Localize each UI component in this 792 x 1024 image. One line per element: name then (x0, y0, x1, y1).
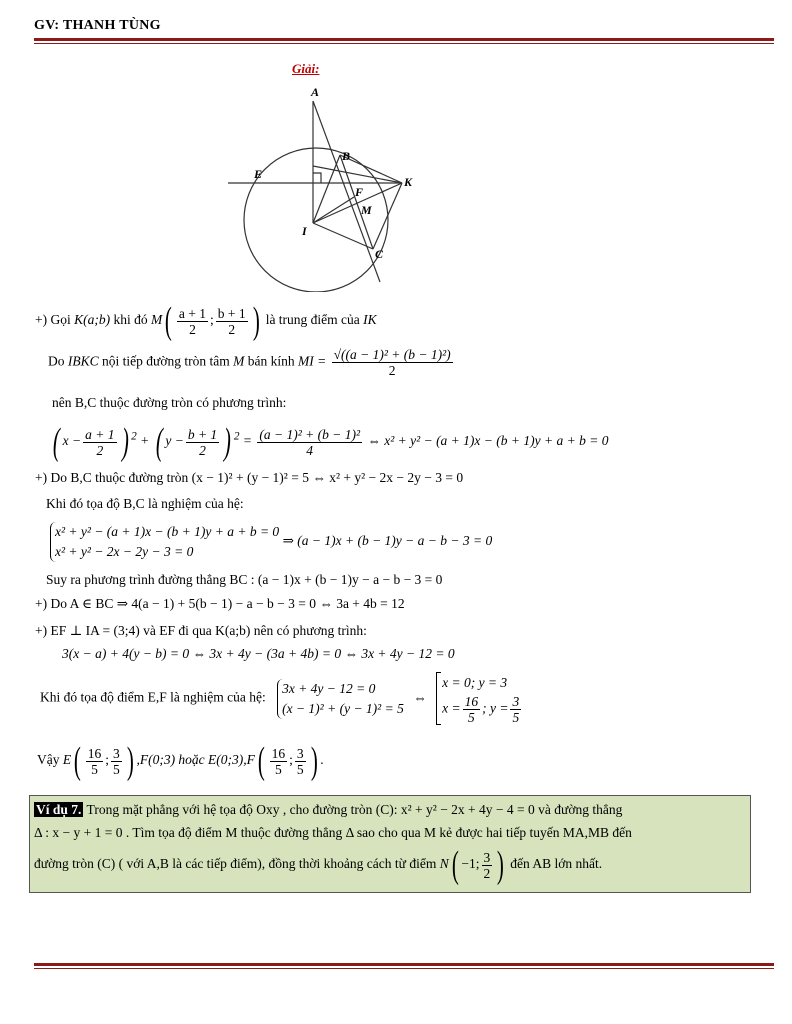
math: IBKC (67, 353, 99, 369)
fraction: $\frac{\text{(a − 1)² + (b − 1)²}}{4}$ (259, 426, 361, 458)
line-BC-equation: Suy ra phương trình đường thẳng BC : (a − 1)x + (b − 1)y − a − b − 3 = 0 (46, 572, 443, 587)
text: Trong mặt phẳng với hệ tọa độ Oxy , cho đường tròn (C): x² + y² − 2x + 4y − 4 = 0 và đường thẳng (86, 802, 623, 817)
footer-rule-thin (34, 968, 774, 969)
footer-rule (34, 963, 774, 966)
line-conclusion: Vậy E( $\frac{16}{5}$ ; $\frac{3}{5}$ ) ,F(0;3) hoặc E(0;3),F( $\frac{16}{5}$ ; $\frac{3}{5}$ ) . (37, 740, 324, 782)
line-AC (313, 101, 380, 282)
text: Khi đó tọa độ điểm E,F là nghiệm của hệ: (40, 689, 266, 705)
header-rule (34, 38, 774, 41)
line-radius (48, 347, 455, 378)
line-A-in-BC: +) Do A ∈ BC ⇒ 4(a − 1) + 5(b − 1) − a − b − 3 = 0 ⇔ 3a + 4b = 12 (35, 596, 405, 611)
line-EF-system: Khi đó tọa độ điểm E,F là nghiệm của hệ: 3x + 4y − 12 = 0 (x − 1)² + (y − 1)² = 5 ⇔ x = 0; y = 3 x = $\frac{16}{5}$ ; y = $\frac{3}{5}$ (40, 672, 523, 725)
text: nội tiếp đường tròn tâm (102, 353, 230, 369)
fraction: $\frac{b + 1}{2}$ (187, 426, 218, 458)
label-K: K (404, 175, 413, 189)
circle (244, 148, 388, 292)
label-B: B (342, 149, 351, 163)
label-M: M (361, 203, 372, 217)
system-brace: 3x + 4y − 12 = 0 (x − 1)² + (y − 1)² = 5 (277, 679, 404, 719)
line-IF (313, 197, 354, 223)
example-line-1 (34, 802, 622, 818)
header-rule-thin (34, 43, 774, 44)
example-line-3: đường tròn (C) ( với A,B là các tiếp điểm), đồng thời khoảng cách từ điểm N( −1; $\frac{3}{2}$ ) đến AB lớn nhất. (34, 844, 603, 886)
line-IC (313, 223, 373, 249)
line-BK-ext (313, 166, 402, 183)
label-C: C (375, 247, 384, 261)
text: là trung điểm của (265, 312, 360, 328)
line-CK (373, 183, 402, 249)
line-system-intro: Khi đó tọa độ B,C là nghiệm của hệ: (46, 496, 244, 511)
math: K(a;b) (74, 312, 111, 328)
text: đến AB lớn nhất. (510, 856, 603, 872)
fraction: $\frac{b + 1}{2}$ (217, 305, 246, 337)
line-circle-equation: ( x − $\frac{a + 1}{2}$ ) $^2$ + ( y − $\frac{b + 1}{2}$ ) $^2$ = $\frac{\text{(a − 1)² + (b − 1)²}}{4}$ ⇔ x² + y² − (a + 1)x − (b + 1)y + a + b = 0 (52, 421, 609, 463)
text: Vậy (37, 752, 60, 768)
line-BC-circle: +) Do B,C thuộc đường tròn (x − 1)² + (y − 1)² = 5 ⇔ x² + y² − 2x − 2y − 3 = 0 (35, 470, 464, 485)
header-author: GV: THANH TÙNG (34, 18, 161, 33)
fraction: $\frac{a + 1}{2}$ (178, 305, 207, 337)
text: đường tròn (C) ( với A,B là các tiếp điểm), đồng thời khoảng cách từ điểm (34, 856, 437, 872)
label-A: A (311, 85, 320, 99)
line-circle-intro: nên B,C thuộc đường tròn có phương trình: (52, 395, 287, 410)
line-EF-equation: 3(x − a) + 4(y − b) = 0 ⇔ 3x + 4y − (3a + 4b) = 0 ⇔ 3x + 4y − 12 = 0 (62, 646, 455, 661)
example-box (29, 795, 751, 893)
fraction: $\frac{\text{√((a − 1)² + (b − 1)²)}}{2}$ (333, 347, 451, 378)
fraction: $\frac{a + 1}{2}$ (85, 426, 115, 458)
example-label: Ví dụ 7. (36, 802, 82, 817)
right-angle-mark (313, 173, 321, 183)
solution-heading: Giải: (292, 61, 320, 76)
math: MI = (297, 353, 327, 369)
example-line-2: Δ : x − y + 1 = 0 . Tìm tọa độ điểm M thuộc đường thẳng Δ sao cho qua M kẻ được hai tiếp tuyến MA,MB đến (34, 825, 632, 840)
label-F: F (355, 185, 364, 199)
system-brace: x² + y² − (a + 1)x − (b + 1)y + a + b = 0 x² + y² − 2x − 2y − 3 = 0 (50, 522, 279, 562)
math: IK (363, 312, 377, 328)
line-system: x² + y² − (a + 1)x − (b + 1)y + a + b = 0 x² + y² − 2x − 2y − 3 = 0 ⇒ (a − 1)x + (b − 1)y − a − b − 3 = 0 (50, 522, 492, 562)
text: khi đó (113, 312, 148, 328)
label-E: E (254, 167, 263, 181)
line-BC (340, 155, 373, 249)
math: M (151, 312, 163, 328)
geometry-figure (222, 82, 422, 292)
label-I: I (302, 224, 307, 238)
text: Do (48, 353, 65, 369)
solution-bracket: x = 0; y = 3 x = $\frac{16}{5}$ ; y = $\frac{3}{5}$ (436, 672, 523, 725)
text: +) Gọi (35, 312, 71, 328)
math: M (233, 353, 245, 369)
line-goi-K: +) Gọi K(a;b) khi đó M( $\frac{a + 1}{2}$ ; $\frac{b + 1}{2}$ ) là trung điểm của IK (35, 300, 377, 342)
line-EF-perp: +) EF ⊥ IA = (3;4) và EF đi qua K(a;b) nên có phương trình: (35, 623, 367, 638)
text: bán kính (247, 353, 295, 369)
